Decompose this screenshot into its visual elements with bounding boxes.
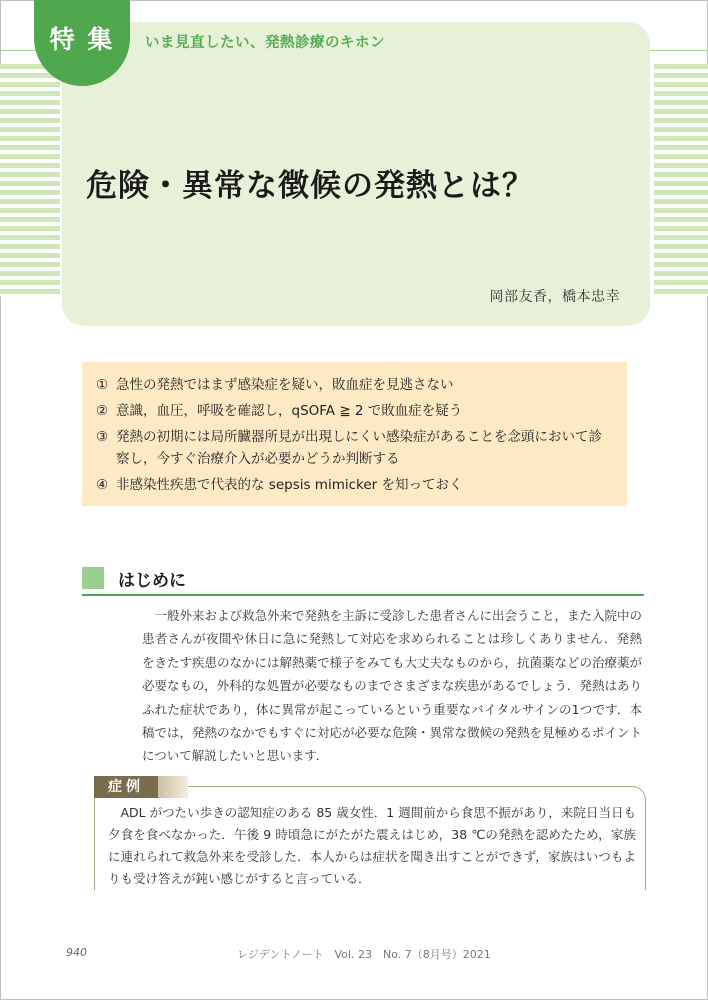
key-point-number: ① (96, 377, 109, 393)
feature-subtitle: いま見直したい、発熱診療のキホン (145, 35, 385, 51)
key-point (96, 374, 613, 396)
section-title: はじめに (118, 571, 186, 591)
header-stripes-right (654, 64, 708, 296)
intro-text (142, 604, 642, 768)
article-title: 危険・異常な徴候の発熱とは？ (86, 168, 534, 204)
key-point-text: 意識，血圧，呼吸を確認し，qSOFA ≧ 2 で敗血症を疑う (116, 403, 463, 419)
feature-badge: 特 集 (34, 0, 130, 86)
journal-info: レジデントノート Vol. 23 No. 7（8月号）2021 (237, 948, 491, 961)
key-point (96, 426, 613, 470)
page-number: 940 (66, 946, 87, 959)
header-stripes-left (0, 64, 60, 296)
key-point-text: 非感染性疾患で代表的な sepsis mimicker を知っておく (116, 477, 463, 493)
case-paragraph: ADL がつたい歩きの認知症のある 85 歳女性．1 週間前から食思不振があり，来院日当日も夕食を食べなかった．午後 9 時頃急にがたがた震えはじめ，38 ℃の発熱を認めたため，家族に連れられて救急外来を受診した．本人からは症状を聞き出すことができず，家族はいつもよりも受け答えが鈍い感じがすると言っている． (108, 805, 636, 886)
key-point-text: 急性の発熱ではまず感染症を疑い，敗血症を見逃さない (116, 377, 454, 393)
case-tab-fade (158, 776, 188, 798)
key-point (96, 400, 613, 422)
case-label: 症例 (94, 776, 158, 798)
key-point-number: ② (96, 403, 109, 419)
section-square-icon (82, 567, 104, 589)
key-point (96, 474, 613, 496)
article-authors: 岡部友香，橋本忠幸 (489, 289, 620, 305)
case-text (108, 802, 636, 890)
section-heading (82, 562, 644, 596)
key-point-number: ④ (96, 477, 109, 493)
key-points-box (82, 362, 627, 506)
intro-paragraph: 一般外来および救急外来で発熱を主訴に受診した患者さんに出会うこと，また入院中の患者さんが夜間や休日に急に発熱して対応を求められることは珍しくありません．発熱をきたす疾患のなかには解熱薬で様子をみても大丈夫なものから，抗菌薬などの治療薬が必要なもの，外科的な処置が必要なものまでさまざまな疾患があるでしょう．発熱はありふれた症状であり，体に異常が起こっているという重要なバイタルサインの1つです．本稿では，発熱のなかでもすぐに対応が必要な危険・異常な徴候の発熱を見極めるポイントについて解説したいと思います． (142, 608, 643, 764)
key-point-number: ③ (96, 429, 109, 445)
key-point-text: 発熱の初期には局所臓器所見が出現しにくい感染症があることを念頭において診察し，今すぐ治療介入が必要かどうか判断する (116, 429, 602, 467)
